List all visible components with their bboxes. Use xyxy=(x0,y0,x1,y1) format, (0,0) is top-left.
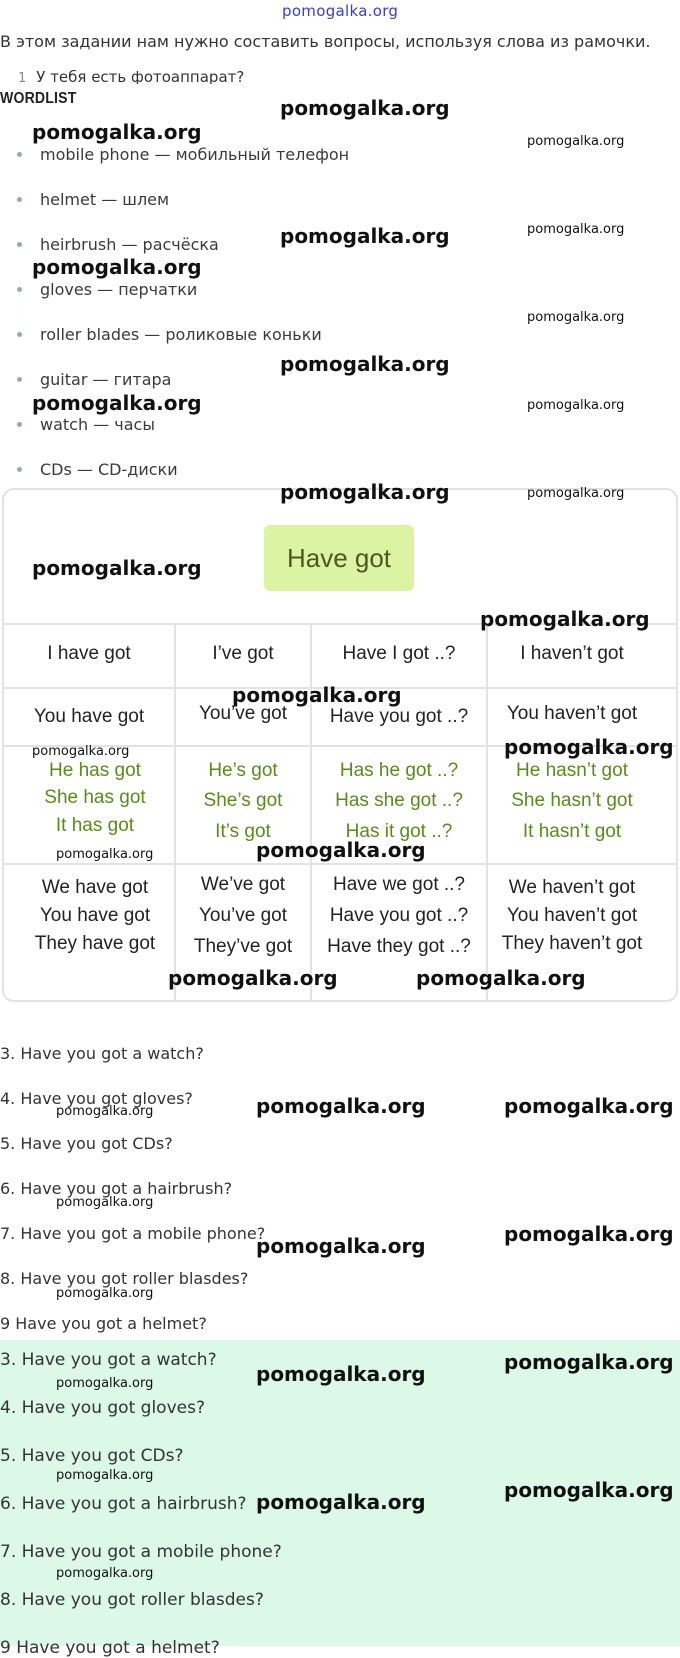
bullet-icon xyxy=(17,422,22,427)
watermark: pomogalka.org xyxy=(527,310,625,325)
watermark: pomogalka.org xyxy=(232,683,402,707)
table-cell: She’s got xyxy=(203,790,283,811)
table-cell: I haven’t got xyxy=(520,643,624,664)
watermark: pomogalka.org xyxy=(256,1362,426,1386)
bullet-icon xyxy=(17,242,22,247)
watermark: pomogalka.org xyxy=(280,352,450,376)
wordlist-item: guitar — гитара xyxy=(17,370,171,389)
table-cell: He has got xyxy=(49,760,141,781)
table-divider xyxy=(2,863,678,865)
watermark: pomogalka.org xyxy=(32,255,202,279)
answer-line: 8. Have you got roller blasdes? xyxy=(0,1590,264,1610)
table-cell: I’ve got xyxy=(212,643,274,664)
answer-line: 7. Have you got a mobile phone? xyxy=(0,1224,266,1243)
wordlist-title: WORDLIST xyxy=(0,90,77,107)
table-cell: Have I got ..? xyxy=(342,643,456,664)
table-cell: Have they got ..? xyxy=(327,936,471,957)
watermark: pomogalka.org xyxy=(256,838,426,862)
table-cell: You haven’t got xyxy=(506,703,638,724)
watermark: pomogalka.org xyxy=(32,556,202,580)
table-cell: You haven’t got xyxy=(506,905,638,926)
table-cell: Have you got ..? xyxy=(329,706,469,727)
table-cell: Has it got ..? xyxy=(345,821,453,842)
table-cell: We haven’t got xyxy=(508,877,636,898)
watermark: pomogalka.org xyxy=(56,1566,154,1581)
answer-line: 8. Have you got roller blasdes? xyxy=(0,1269,249,1288)
table-cell: They have got xyxy=(34,933,156,954)
watermark: pomogalka.org xyxy=(56,1104,154,1119)
wordlist-item: helmet — шлем xyxy=(17,190,169,209)
table-cell: You have got xyxy=(39,905,151,926)
wordlist-item: roller blades — роликовые коньки xyxy=(17,325,322,344)
wordlist-item: gloves — перчатки xyxy=(17,280,197,299)
table-cell: It hasn’t got xyxy=(522,821,622,842)
answer-line: 6. Have you got a hairbrush? xyxy=(0,1494,247,1514)
grammar-title-badge: Have got xyxy=(264,525,414,591)
bullet-icon xyxy=(17,287,22,292)
watermark: pomogalka.org xyxy=(168,966,338,990)
table-cell: We’ve got xyxy=(200,874,286,895)
wordlist-item: heirbrush — расчёска xyxy=(17,235,219,254)
answer-line: 9 Have you got a helmet? xyxy=(0,1314,207,1333)
answer-line: 9 Have you got a helmet? xyxy=(0,1638,220,1658)
answer-line: 3. Have you got a watch? xyxy=(0,1350,217,1370)
task-number: 1 xyxy=(18,71,27,84)
bullet-icon xyxy=(17,332,22,337)
table-cell: We have got xyxy=(41,877,149,898)
table-cell: It has got xyxy=(55,815,135,836)
watermark: pomogalka.org xyxy=(504,735,674,759)
watermark: pomogalka.org xyxy=(56,1376,154,1391)
answer-line: 7. Have you got a mobile phone? xyxy=(0,1542,282,1562)
table-cell: Have we got ..? xyxy=(332,874,466,895)
wordlist-item: mobile phone — мобильный телефон xyxy=(17,145,349,164)
watermark: pomogalka.org xyxy=(56,1195,154,1210)
watermark: pomogalka.org xyxy=(32,744,130,759)
watermark: pomogalka.org xyxy=(416,966,586,990)
table-cell: I have got xyxy=(47,643,131,664)
table-cell: Has she got ..? xyxy=(335,790,463,811)
table-cell: They’ve got xyxy=(193,936,293,957)
answer-line: 5. Have you got CDs? xyxy=(0,1134,173,1153)
table-cell: Have you got ..? xyxy=(329,905,469,926)
table-cell: You have got xyxy=(33,706,145,727)
watermark: pomogalka.org xyxy=(527,134,625,149)
table-cell: She hasn’t got xyxy=(511,790,633,811)
table-cell: Has he got ..? xyxy=(339,760,459,781)
watermark: pomogalka.org xyxy=(527,486,625,501)
watermark: pomogalka.org xyxy=(527,398,625,413)
wordlist-item: watch — часы xyxy=(17,415,155,434)
answer-line: 3. Have you got a watch? xyxy=(0,1044,204,1063)
table-cell: You’ve got xyxy=(198,703,288,724)
table-cell: They haven’t got xyxy=(501,933,643,954)
intro-text: В этом задании нам нужно составить вопросы, используя слова из рамочки. xyxy=(0,32,651,51)
watermark: pomogalka.org xyxy=(256,1234,426,1258)
watermark: pomogalka.org xyxy=(256,1094,426,1118)
answer-line: 6. Have you got a hairbrush? xyxy=(0,1179,233,1198)
watermark: pomogalka.org xyxy=(32,120,202,144)
bullet-icon xyxy=(17,467,22,472)
answer-line: 5. Have you got CDs? xyxy=(0,1446,184,1466)
table-cell: You’ve got xyxy=(198,905,288,926)
table-cell: She has got xyxy=(44,787,146,808)
watermark: pomogalka.org xyxy=(280,96,450,120)
bullet-icon xyxy=(17,197,22,202)
watermark: pomogalka.org xyxy=(527,222,625,237)
watermark: pomogalka.org xyxy=(504,1094,674,1118)
table-cell: He hasn’t got xyxy=(516,760,628,781)
watermark: pomogalka.org xyxy=(504,1222,674,1246)
bullet-icon xyxy=(17,377,22,382)
answer-line: 4. Have you got gloves? xyxy=(0,1398,205,1418)
watermark: pomogalka.org xyxy=(280,224,450,248)
answer-line: 4. Have you got gloves? xyxy=(0,1089,193,1108)
site-logo[interactable]: pomogalka.org xyxy=(282,2,399,20)
watermark: pomogalka.org xyxy=(504,1350,674,1374)
watermark: pomogalka.org xyxy=(256,1490,426,1514)
watermark: pomogalka.org xyxy=(56,1468,154,1483)
watermark: pomogalka.org xyxy=(56,1286,154,1301)
watermark: pomogalka.org xyxy=(480,607,650,631)
task-line xyxy=(18,68,244,84)
task-text: У тебя есть фотоаппарат? xyxy=(36,68,245,84)
watermark: pomogalka.org xyxy=(280,480,450,504)
watermark: pomogalka.org xyxy=(32,391,202,415)
watermark: pomogalka.org xyxy=(56,847,154,862)
table-cell: He’s got xyxy=(208,760,278,781)
bullet-icon xyxy=(17,152,22,157)
table-cell: It’s got xyxy=(215,821,271,842)
watermark: pomogalka.org xyxy=(504,1478,674,1502)
wordlist-item: CDs — CD-диски xyxy=(17,460,178,479)
